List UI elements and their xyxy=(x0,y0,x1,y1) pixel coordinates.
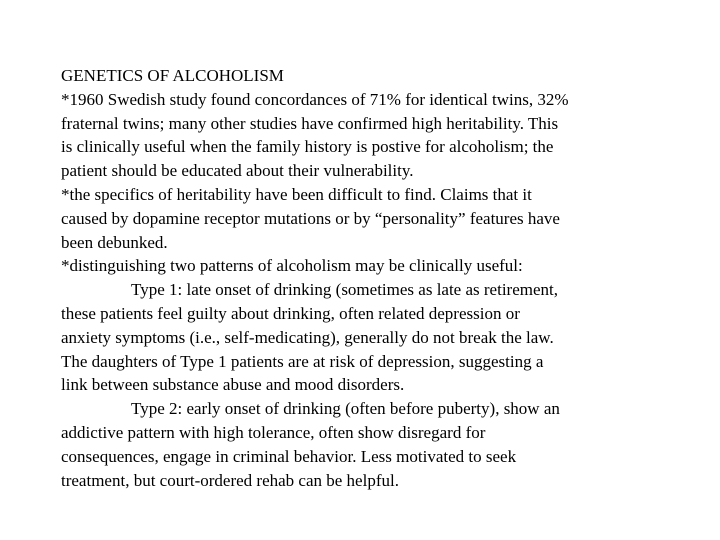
text-line: is clinically useful when the family history is postive for alcoholism; the xyxy=(61,137,554,157)
text-line: caused by dopamine receptor mutations or by “personality” features have xyxy=(61,208,560,228)
text-line-two-patterns: *distinguishing two patterns of alcoholism may be clinically useful: xyxy=(61,256,523,276)
text-line: The daughters of Type 1 patients are at risk of depression, suggesting a xyxy=(61,351,544,371)
text-line: treatment, but court-ordered rehab can be helpful. xyxy=(61,470,399,490)
slide-body-text xyxy=(61,64,661,492)
text-line: addictive pattern with high tolerance, often show disregard for xyxy=(61,422,486,442)
text-line-heritability-study: *1960 Swedish study found concordances of 71% for identical twins, 32% xyxy=(61,89,569,109)
text-line: anxiety symptoms (i.e., self-medicating), generally do not break the law. xyxy=(61,327,554,347)
text-line: been debunked. xyxy=(61,232,168,252)
text-line: patient should be educated about their vulnerability. xyxy=(61,161,414,181)
text-line-heritability-specifics: *the specifics of heritability have been difficult to find. Claims that it xyxy=(61,184,532,204)
text-line: consequences, engage in criminal behavior. Less motivated to seek xyxy=(61,446,517,466)
text-line: link between substance abuse and mood disorders. xyxy=(61,375,405,395)
text-line: these patients feel guilty about drinking, often related depression or xyxy=(61,303,520,323)
text-line-type-1: Type 1: late onset of drinking (sometimes as late as retirement, xyxy=(131,280,558,300)
text-line-type-2: Type 2: early onset of drinking (often before puberty), show an xyxy=(131,399,560,419)
text-line: fraternal twins; many other studies have confirmed high heritability. This xyxy=(61,113,559,133)
slide-title: GENETICS OF ALCOHOLISM xyxy=(61,66,284,85)
